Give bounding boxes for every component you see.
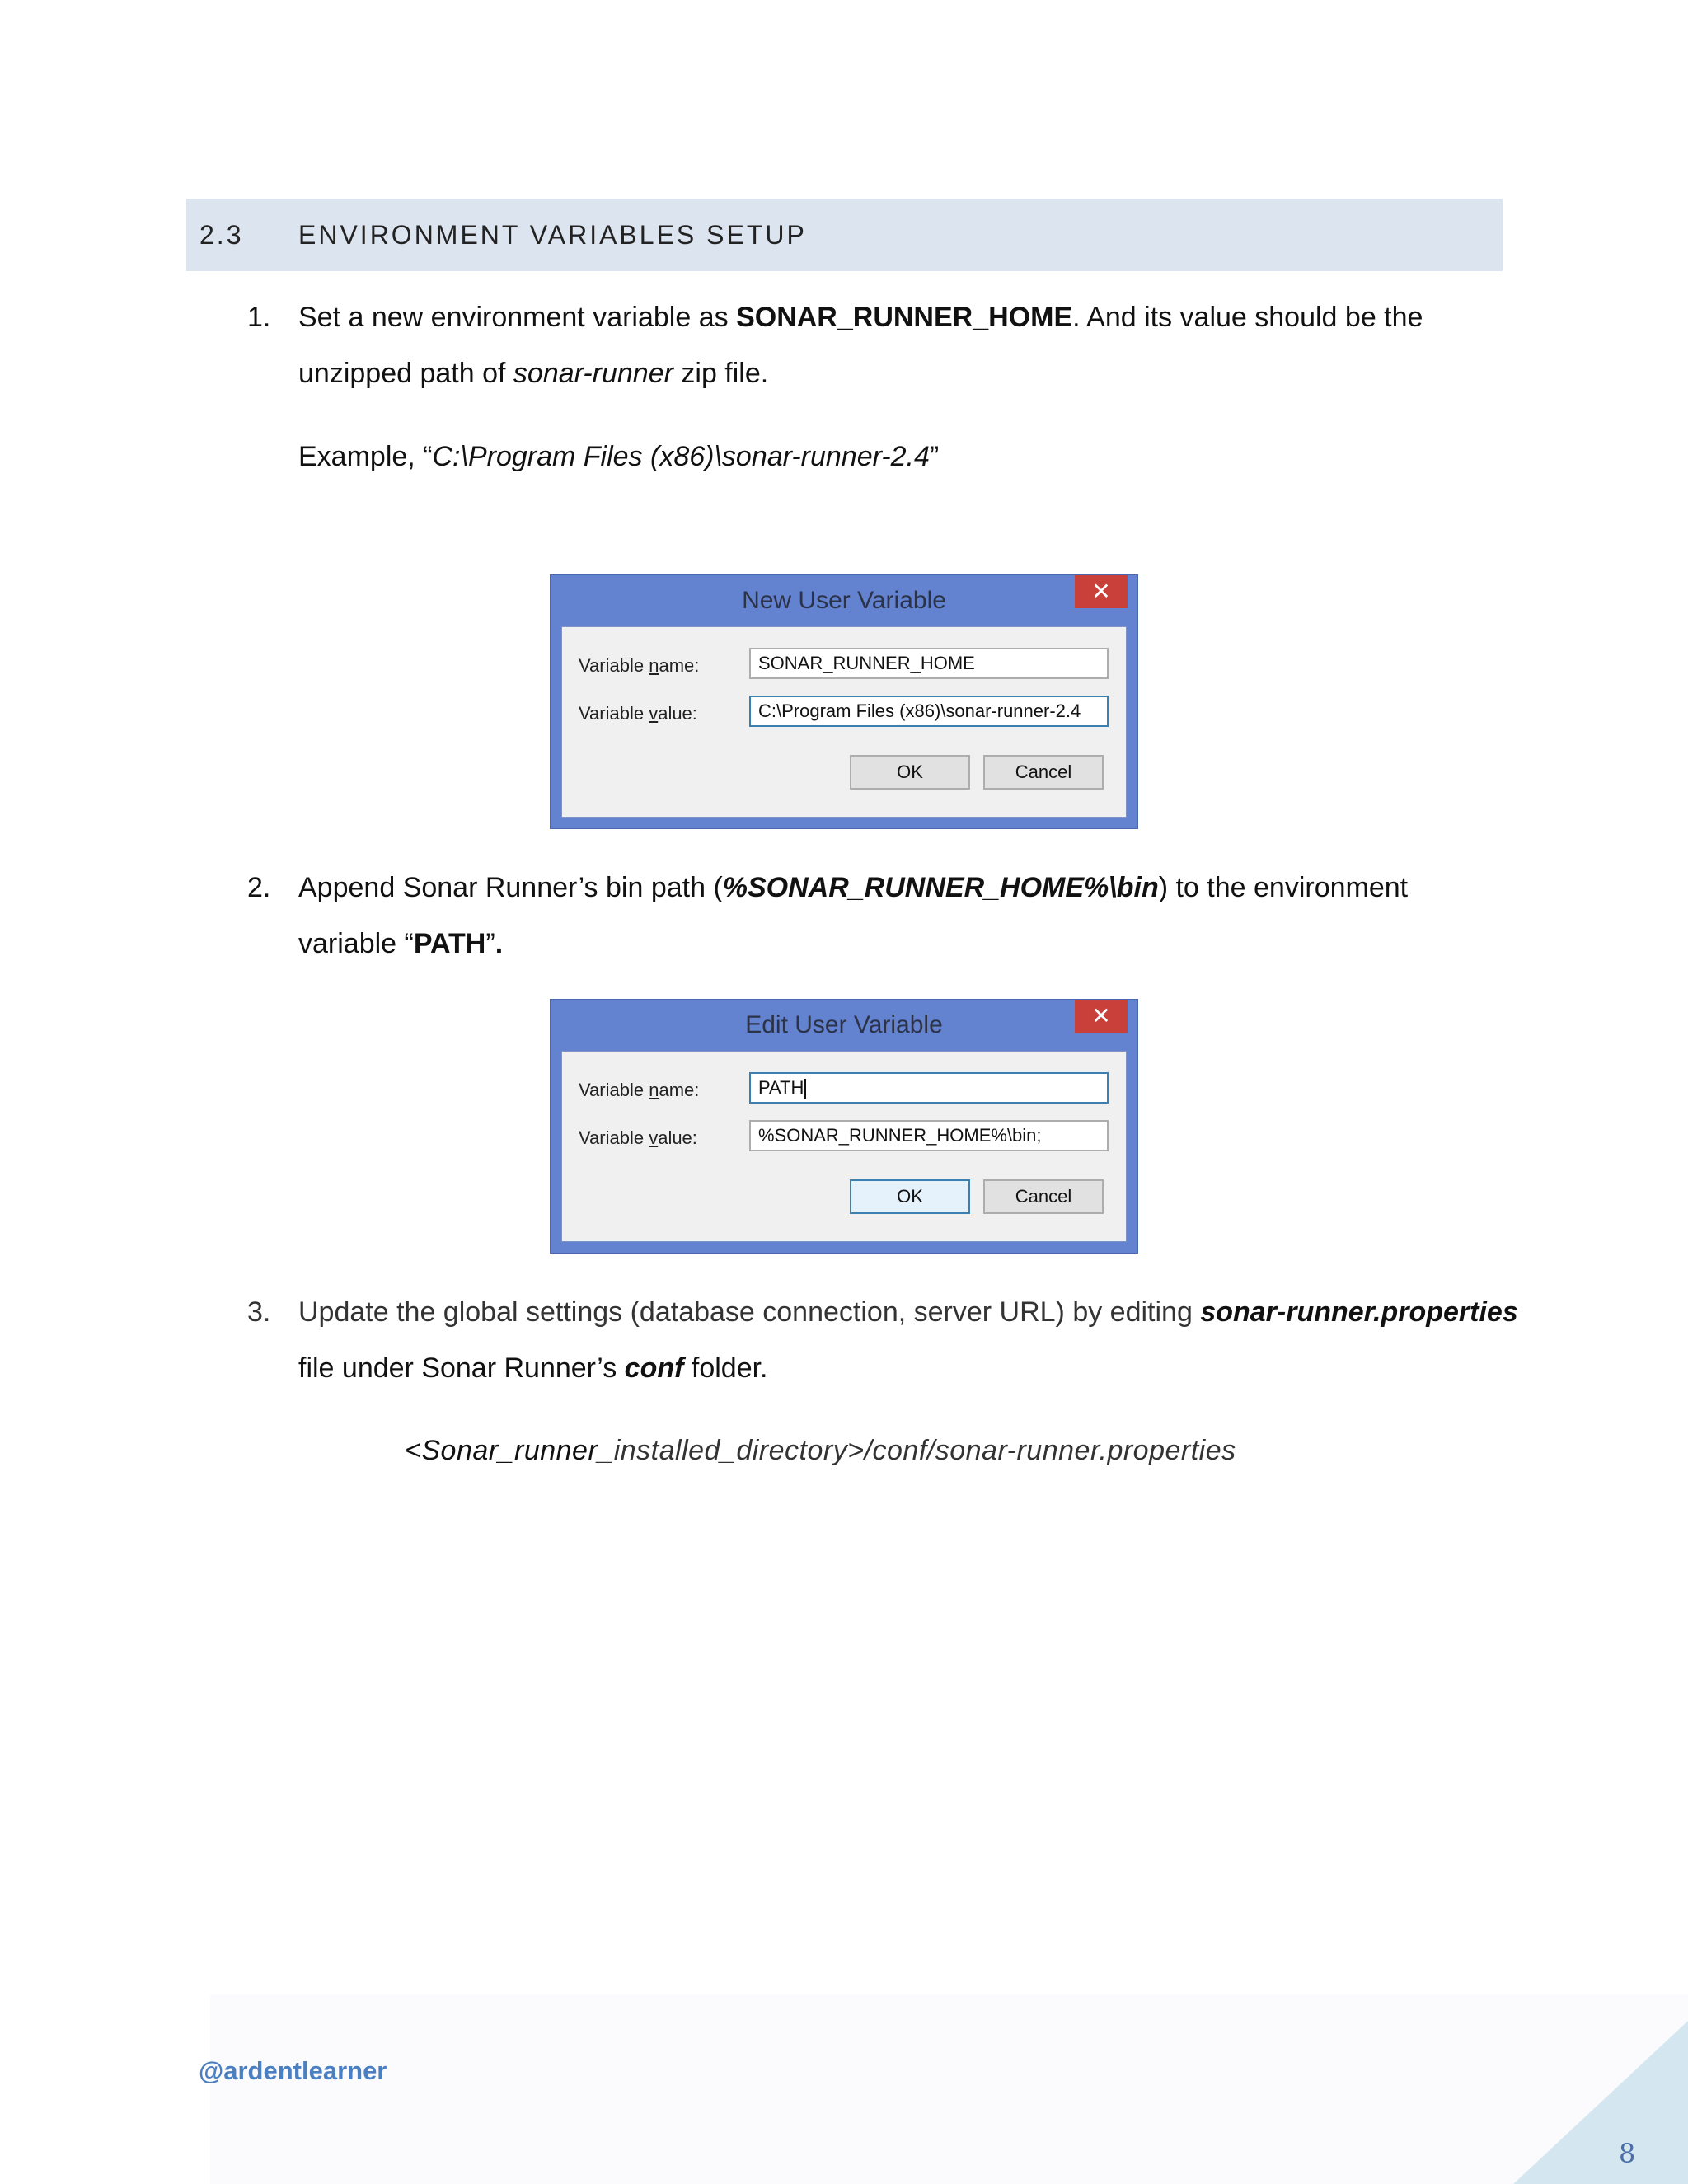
variable-name-label: Variable name: [579, 1080, 700, 1100]
properties-file-bold-italic: sonar-runner.properties [1200, 1296, 1518, 1328]
path-bold: PATH [413, 928, 486, 959]
page-background [210, 1994, 1688, 2184]
close-icon[interactable]: ✕ [1075, 575, 1128, 608]
step-text: Set a new environment variable as SONAR_RUNNER_HOME. And its value should be the unzipped path of sonar-runner zip file. [298, 302, 1423, 389]
section-title: ENVIRONMENT VARIABLES SETUP [298, 220, 807, 250]
ok-button[interactable]: OK [850, 755, 970, 790]
close-icon[interactable]: ✕ [1075, 1000, 1128, 1033]
section-header [186, 199, 1503, 271]
variable-name-bold: SONAR_RUNNER_HOME [736, 302, 1073, 333]
cancel-button[interactable]: Cancel [983, 755, 1104, 790]
example-path: C:\Program Files (x86)\sonar-runner-2.4 [432, 441, 930, 472]
variable-value-label: Variable value: [579, 703, 697, 724]
cancel-button[interactable]: Cancel [983, 1179, 1104, 1214]
new-user-variable-dialog [550, 574, 1138, 829]
edit-user-variable-dialog [550, 999, 1138, 1254]
corner-decoration [1513, 2021, 1688, 2184]
ok-button[interactable]: OK [850, 1179, 970, 1214]
step-text: Append Sonar Runner’s bin path (%SONAR_RUNNER_HOME%\bin) to the environment variable “PATH”. [298, 872, 1409, 959]
variable-value-label: Variable value: [579, 1127, 697, 1148]
conf-folder-bold-italic: conf [624, 1352, 684, 1384]
variable-name-input[interactable]: SONAR_RUNNER_HOME [749, 648, 1109, 679]
dialog-title: Edit User Variable [745, 1011, 943, 1038]
bin-path-bold-italic: %SONAR_RUNNER_HOME%\bin [722, 872, 1159, 903]
dialog-title: New User Variable [742, 587, 946, 614]
variable-name-label: Variable name: [579, 655, 700, 676]
variable-value-input[interactable]: C:\Program Files (x86)\sonar-runner-2.4 [749, 696, 1109, 727]
step-number: 1. [247, 302, 271, 333]
page-number: 8 [1619, 2138, 1636, 2169]
variable-name-input[interactable]: PATH [749, 1072, 1109, 1104]
dialog-body [561, 626, 1127, 818]
step-number: 2. [247, 872, 271, 903]
dialog-body [561, 1051, 1127, 1242]
text-caret [804, 1079, 806, 1099]
sonar-runner-italic: sonar-runner [513, 358, 673, 389]
footer-handle: @ardentlearner [199, 2056, 387, 2085]
variable-value-input[interactable]: %SONAR_RUNNER_HOME%\bin; [749, 1120, 1109, 1151]
example-line: Example, “C:\Program Files (x86)\sonar-runner-2.4” [298, 441, 940, 472]
step-text: Update the global settings (database connection, server URL) by editing sonar-runner.properties file under Sonar Runner’s conf folder. [298, 1296, 1518, 1384]
section-number: 2.3 [199, 220, 244, 250]
properties-path: <Sonar_runner_installed_directory>/conf/sonar-runner.properties [405, 1435, 1236, 1466]
step-number: 3. [247, 1296, 271, 1328]
